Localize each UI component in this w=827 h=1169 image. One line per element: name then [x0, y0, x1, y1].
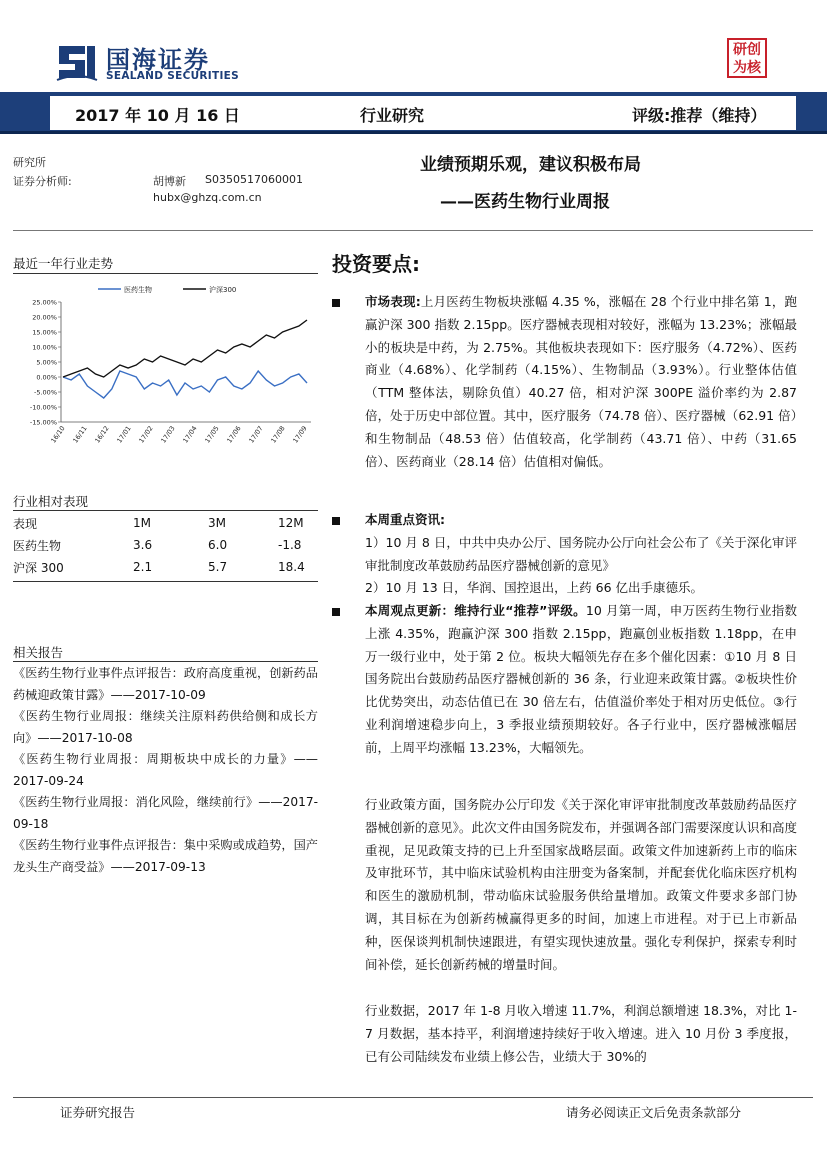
table-cell: 6.0 — [208, 538, 228, 552]
market-label: 市场表现: — [365, 294, 421, 309]
table-header-cell: 表现 — [13, 516, 38, 531]
x-tick-label: 17/01 — [115, 424, 133, 445]
report-date: 2017 年 10 月 16 日 — [75, 106, 240, 125]
x-tick-label: 17/06 — [225, 424, 243, 445]
news-item: 2）10 月 13 日，华润、国控退出，上药 66 亿出手康德乐。 — [365, 580, 704, 596]
view-label: 本周观点更新：维持行业“推荐”评级。 — [365, 603, 586, 618]
news-bullet — [332, 509, 797, 600]
x-tick-label: 17/04 — [181, 424, 199, 445]
policy-paragraph: 行业政策方面，国务院办公厅印发《关于深化审评审批制度改革鼓励药品医疗器械创新的意见》。此次文件由国务院发布，并强调各部门需要深度认识和高度重视，足见政策支持的已上升至国家战略层面。政策文件加速新药上市的临床及审批环节，其中临床试验机构由注册变为备案制，并配套优化临床医疗机构和医生的激励机制，带动临床试验服务供给量增加。政策文件要求多部门协调，其目标在为创新药械赢得更多的时间，加速上市进程。对于已上市新品种，医保谈判机制快速跟进，有望实现快速放量。强化专利保护，探索专利时间补偿，延长创新药械的增量时间。 — [365, 797, 797, 972]
market-performance-bullet — [332, 291, 797, 473]
table-cell: 18.4 — [278, 560, 305, 574]
divider — [13, 661, 318, 662]
y-tick-label: 20.00% — [32, 313, 57, 322]
related-report-link[interactable]: 《医药生物行业事件点评报告：政府高度重视，创新药品药械迎政策甘露》——2017-10-09 — [13, 666, 318, 702]
series-line-1 — [63, 320, 307, 377]
logo-chinese-name: 国海证券 — [106, 46, 210, 74]
news-label: 本周重点资讯: — [365, 512, 445, 527]
related-report-link[interactable]: 《医药生物行业事件点评报告：集中采购或成趋势，国产龙头生产商受益》——2017-09-13 — [13, 838, 318, 874]
y-tick-label: 5.00% — [36, 358, 57, 367]
chart-series — [63, 320, 307, 398]
investment-points-title: 投资要点: — [332, 252, 420, 276]
news-item: 1）10 月 8 日，中共中央办公厅、国务院办公厅向社会公布了《关于深化审评审批制度改革鼓励药品医疗器械创新的意见》 — [365, 534, 797, 573]
data-paragraph: 行业数据，2017 年 1-8 月收入增速 11.7%，利润总额增速 18.3%，对比 1-7 月数据，基本持平，利润增速持续好于收入增速。进入 10 月份 3 季度报，已有公司陆续发布业绩上修公告，业绩大于 30%的 — [365, 1003, 797, 1064]
sealand-logo-icon — [55, 42, 99, 82]
analyst-email: hubx@ghzq.com.cn — [153, 191, 262, 204]
related-report-link[interactable]: 《医药生物行业周报：消化风险，继续前行》——2017-09-18 — [13, 795, 318, 831]
reports-section-title: 相关报告 — [13, 645, 64, 660]
analyst-role: 证券分析师: — [13, 175, 72, 188]
report-title: 业绩预期乐观，建议积极布局 — [420, 155, 641, 175]
y-tick-label: -15.00% — [29, 418, 57, 427]
related-report-link[interactable]: 《医药生物行业周报：周期板块中成长的力量》——2017-09-24 — [13, 752, 318, 788]
chart-section-title: 最近一年行业走势 — [13, 256, 114, 271]
x-tick-label: 17/07 — [247, 424, 265, 445]
institute-label: 研究所 — [13, 156, 46, 169]
table-header-cell: 1M — [133, 516, 151, 530]
table-cell: 3.6 — [133, 538, 153, 552]
legend-label-hs300: 沪深300 — [209, 286, 237, 294]
analyst-license: S0350517060001 — [205, 173, 303, 186]
analyst-name: 胡博新 — [153, 175, 186, 188]
divider — [13, 230, 813, 231]
table-cell: 医药生物 — [13, 538, 62, 553]
view-text: 10 月第一周，申万医药生物行业指数上涨 4.35%，跑赢沪深 300 指数 2.15pp，跑赢创业板指数 1.18pp，在申万一级行业中，处于第 2 位。板块大幅领先存在多个催化因素：①10 月 8 日国务院出台鼓励药品医疗器械创新的 36 条，行业迎来政策甘露。②板块性价比优势突出，动态估值已在 30 倍左右，估值溢价率处于相对历史低位。③行业利润增速稳步向上，3 季报业绩预期较好。各子行业中，医疗器械涨幅居前，上周平均涨幅 13.23%，大幅领先。 — [365, 603, 797, 755]
divider — [13, 273, 318, 274]
market-text: 上月医药生物板块涨幅 4.35 %，涨幅在 28 个行业中排名第 1，跑赢沪深 300 指数 2.15pp。医疗器械表现相对较好，涨幅为 13.23%；涨幅最小的板块是中药，为 2.75%。其他板块表现如下：医疗服务（4.72%）、医药商业（4.68%）、化学制药（4.15%）、生物制品（3.93%）。行业整体估值（TTM 整体法，剔除负值）40.27 倍，相对沪深 300PE 溢价率约为 2.87 倍，处于历史中部位置。其中，医疗服务（74.78 倍）、医疗器械（62.91 倍）和生物制品（48.53 倍）估值较高，化学制药（43.71 倍）、中药（31.65 倍）、医药商业（28.14 倍）估值相对偏低。 — [365, 294, 798, 469]
y-tick-label: -5.00% — [34, 388, 57, 397]
table-cell: 2.1 — [133, 560, 153, 574]
performance-table — [13, 512, 318, 578]
bullet-square-icon — [332, 299, 340, 307]
table-header-cell: 12M — [278, 516, 304, 530]
y-tick-label: 15.00% — [32, 328, 57, 337]
table-cell: 5.7 — [208, 560, 228, 574]
research-seal-stamp: 研创 为核 — [727, 38, 767, 78]
perf-section-title: 行业相对表现 — [13, 494, 89, 509]
y-tick-label: -10.00% — [29, 403, 57, 412]
legend-label-pharma: 医药生物 — [124, 286, 152, 294]
table-cell: -1.8 — [278, 538, 302, 552]
table-cell: 沪深 300 — [13, 560, 64, 575]
report-category: 行业研究 — [360, 106, 425, 125]
x-tick-label: 17/03 — [159, 424, 177, 445]
chart-x-axis — [49, 422, 311, 444]
report-rating: 评级:推荐（维持） — [632, 106, 767, 125]
bullet-square-icon — [332, 517, 340, 525]
x-tick-label: 16/10 — [49, 424, 67, 445]
report-subtitle: ——医药生物行业周报 — [440, 192, 610, 212]
x-tick-label: 17/05 — [203, 424, 221, 445]
table-row — [13, 556, 318, 578]
x-tick-label: 17/08 — [269, 424, 287, 445]
chart-y-axis — [30, 299, 61, 427]
table-row — [13, 534, 318, 556]
y-tick-label: 0.00% — [36, 373, 57, 382]
y-tick-label: 25.00% — [32, 298, 57, 307]
related-report-link[interactable]: 《医药生物行业周报：继续关注原料药供给侧和成长方向》——2017-10-08 — [13, 709, 318, 745]
divider — [13, 581, 318, 582]
logo-english-name: SEALAND SECURITIES — [106, 70, 239, 82]
chart-legend — [98, 285, 236, 294]
related-reports-list — [13, 663, 318, 878]
footer-disclaimer: 请务必阅读正文后免责条款部分 — [566, 1105, 742, 1120]
x-tick-label: 17/02 — [137, 424, 155, 445]
industry-trend-chart — [13, 282, 318, 457]
footer-left-text: 证券研究报告 — [60, 1105, 136, 1120]
x-tick-label: 16/11 — [71, 424, 89, 445]
divider — [13, 510, 318, 511]
x-tick-label: 16/12 — [93, 424, 111, 445]
x-tick-label: 17/09 — [291, 424, 309, 445]
y-tick-label: 10.00% — [32, 343, 57, 352]
table-header-row — [13, 512, 318, 534]
footer-divider — [13, 1097, 813, 1098]
table-header-cell: 3M — [208, 516, 226, 530]
bullet-square-icon — [332, 608, 340, 616]
view-update-bullet — [332, 600, 797, 760]
